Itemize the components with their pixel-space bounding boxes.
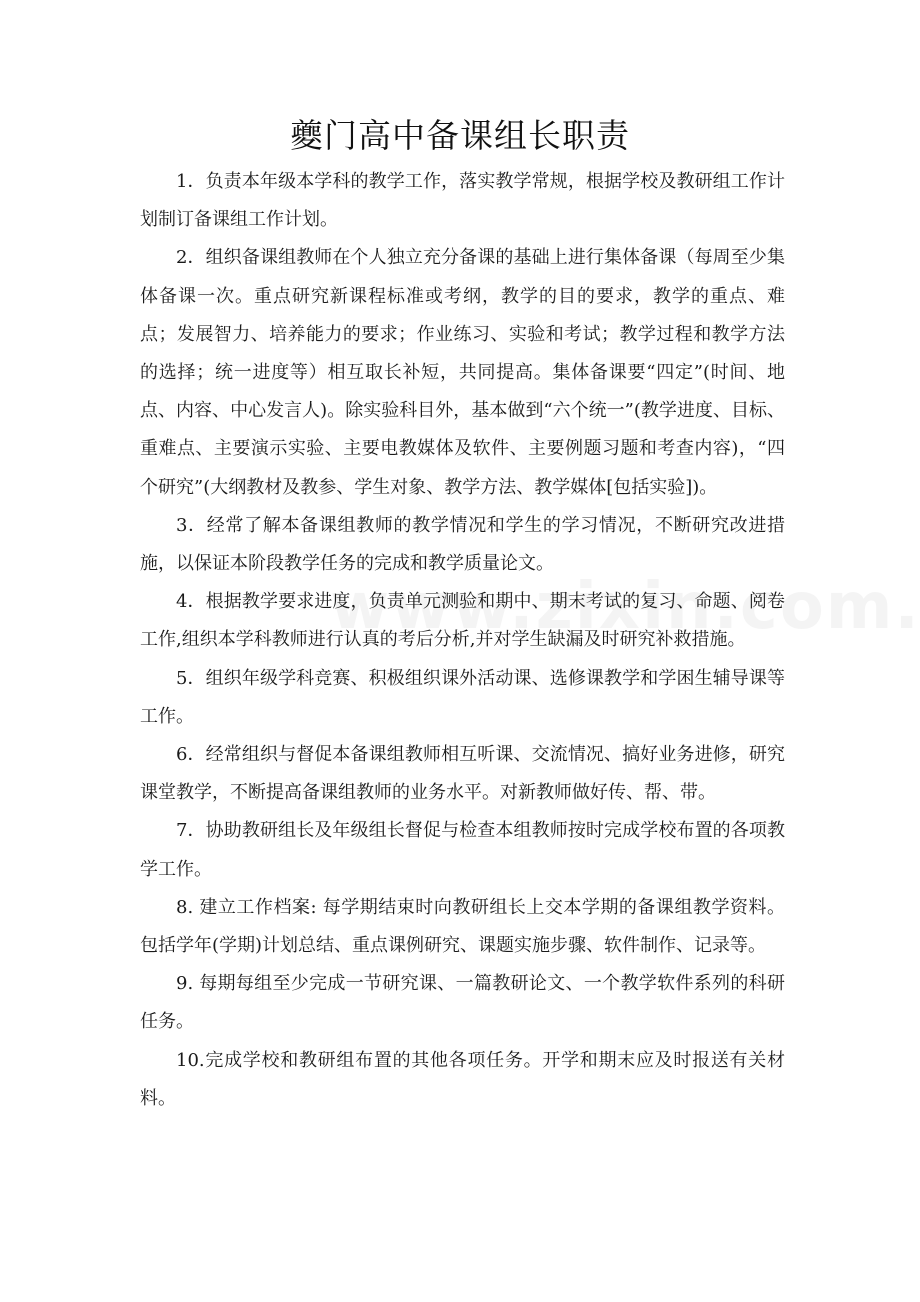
paragraph-7: 7．协助教研组长及年级组长督促与检查本组教师按时完成学校布置的各项教学工作。 [140,820,785,880]
paragraph-5: 5．组织年级学科竞赛、积极组织课外活动课、选修课教学和学困生辅导课等工作。 [140,667,785,727]
paragraph-2: 2．组织备课组教师在个人独立充分备课的基础上进行集体备课（每周至少集体备课一次。重点研究新课程标准或考纲，教学的目的要求，教学的重点、难点；发展智力、培养能力的要求；作业练习、实验和考试；教学过程和教学方法的选择；统一进度等）相互取长补短，共同提高。集体备课要“四定”(时间、地点、内容、中心发言人)。除实验科目外，基本做到“六个统一”(教学进度、目标、重难点、主要演示实验、主要电教媒体及软件、主要例题习题和考查内容)，“四个研究”(大纲教材及教参、学生对象、教学方法、教学媒体[包括实验])。 [140,247,785,498]
document-title: 夔门高中备课组长职责 [290,116,630,155]
paragraph-1: 1．负责本年级本学科的教学工作，落实教学常规，根据学校及教研组工作计划制订备课组工作计划。 [140,171,785,231]
paragraph-3: 3．经常了解本备课组教师的教学情况和学生的学习情况，不断研究改进措施，以保证本阶段教学任务的完成和教学质量论文。 [140,514,785,575]
paragraph-10: 10.完成学校和教研组布置的其他各项任务。开学和期末应及时报送有关材料。 [140,1049,785,1109]
document-body [140,163,785,1118]
paragraph-9: 9. 每期每组至少完成一节研究课、一篇教研论文、一个教学软件系列的科研任务。 [140,973,785,1033]
paragraph-6: 6．经常组织与督促本备课组教师相互听课、交流情况、搞好业务进修，研究课堂教学，不断提高备课组教师的业务水平。对新教师做好传、帮、带。 [140,744,785,804]
paragraph-8: 8. 建立工作档案: 每学期结束时向教研组长上交本学期的备课组教学资料。包括学年(学期)计划总结、重点课例研究、课题实施步骤、软件制作、记录等。 [140,896,785,957]
paragraph-4: 4．根据教学要求进度，负责单元测验和期中、期末考试的复习、命题、阅卷工作,组织本学科教师进行认真的考后分析,并对学生缺漏及时研究补救措施。 [140,591,785,651]
